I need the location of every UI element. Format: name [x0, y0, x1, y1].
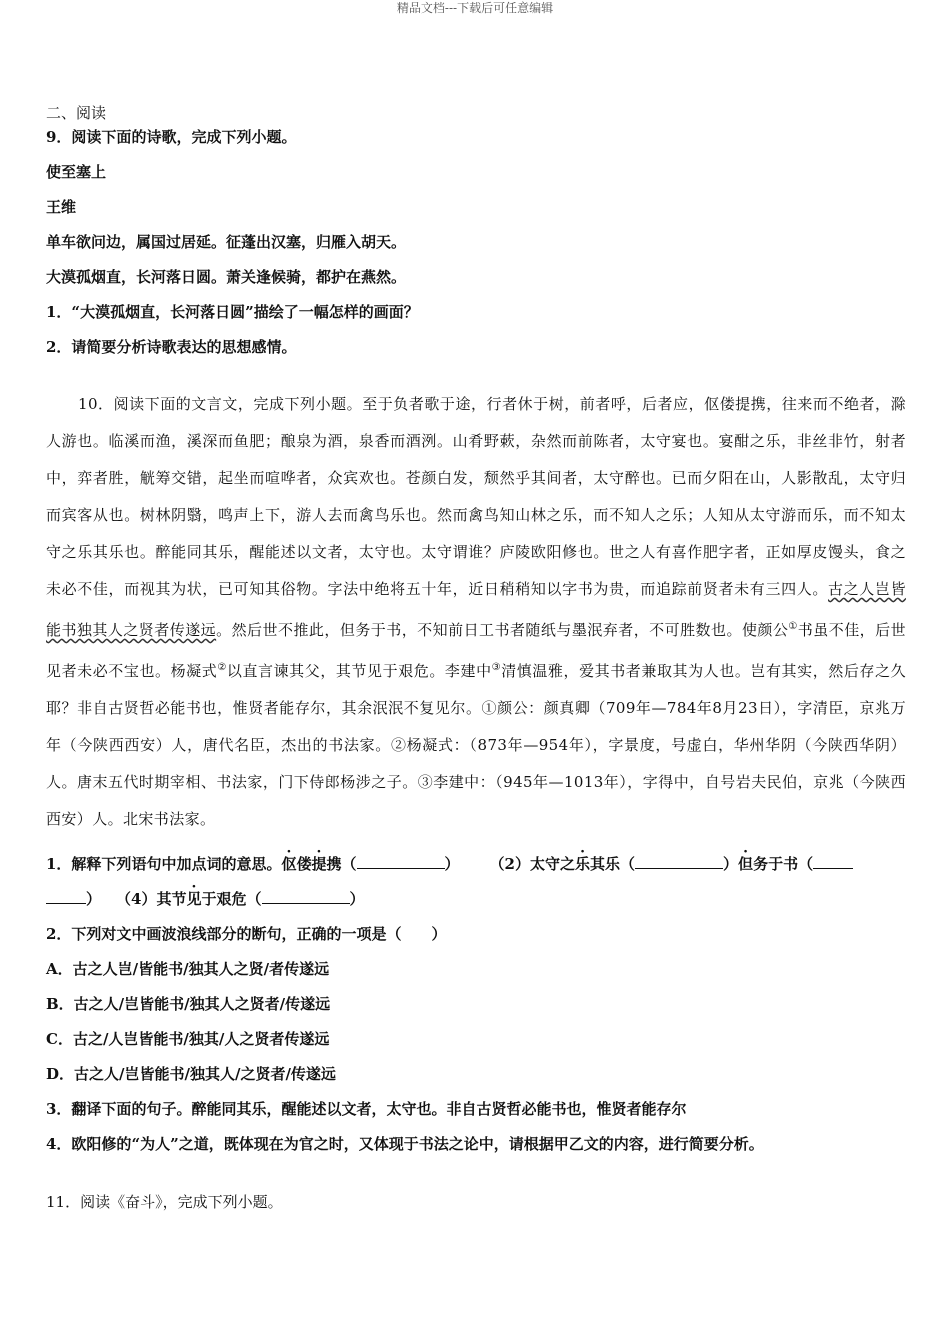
answer-blank[interactable] — [46, 889, 86, 904]
answer-blank[interactable] — [813, 854, 853, 869]
footnote-mark-1: ① — [788, 621, 798, 632]
q10-question-2: 2．下列对文中画波浪线部分的断句，正确的一项是（ ） — [46, 925, 447, 943]
section-title: 二、阅读 — [46, 104, 107, 122]
q10-question-1-line-1 — [46, 853, 906, 875]
q10-question-1-line-2 — [46, 888, 906, 910]
q10-passage — [46, 386, 906, 838]
option-c[interactable]: C．古之/人岂皆能书/独其/人之贤者传遂远 — [46, 1030, 330, 1048]
poet-name: 王维 — [46, 198, 77, 216]
passage-text-5: 清慎温雅，爱其书者兼取其为人也。岂有其实，然后存之久耶？非自古贤哲必能书也，惟贤者能存尔，其余泯泯不复见尔。①颜公：颜真卿（709年—784年8月23日），字清臣，京兆万年（今陕西西安）人，唐代名臣，杰出的书法家。②杨凝式：（873年—954年），字景度，号虚白，华州华阴（今陕西华阴）人。唐末五代时期宰相、书法家，门下侍郎杨涉之子。③李建中：（945年—1013年），字得中，自号岩夫民伯，京兆（今陕西西安）人。北宋书法家。 — [46, 662, 906, 828]
bracket-close: ） — [86, 890, 94, 908]
item-4-prefix: （4）其节 — [123, 890, 187, 908]
q9-question-1: 1．“大漠孤烟直，长河落日圆”描绘了一幅怎样的画面？ — [46, 303, 419, 321]
bracket-close: ） — [349, 890, 365, 908]
dotted-word: 乐 — [575, 855, 591, 873]
word-part: 携（ — [326, 855, 357, 873]
passage-text-1: 10．阅读下面的文言文，完成下列小题。至于负者歌于途，行者休于树，前者呼，后者应，伛偻提携，往来而不绝者，滁人游也。临溪而渔，溪深而鱼肥；酿泉为酒，泉香而酒洌。山肴野蔌，杂然而前陈者，太守宴也。宴酣之乐，非丝非竹，射者中，弈者胜，觥筹交错，起坐而喧哗者，众宾欢也。苍颜白发，颓然乎其间者，太守醉也。已而夕阳在山，人影散乱，太守归而宾客从也。树林阴翳，鸣声上下，游人去而禽鸟乐也。然而禽鸟知山林之乐，而不知人之乐；人知从太守游而乐，而不知太守之乐其乐也。醉能同其乐，醒能述以文者，太守也。太守谓谁？庐陵欧阳修也。世之人有喜作肥字者，正如厚皮馒头，食之未必不佳，而视其为状，已可知其俗物。字法中绝将五十年，近日稍稍知以字书为贵，而追踪前贤者未有三四人。 — [46, 395, 906, 598]
passage-text-2: 。然后世不推此，但务于书，不知前日工书者随纸与墨泯弃者，不可胜数也。使颜公 — [216, 621, 789, 639]
page-header-note: 精品文档---下载后可任意编辑 — [396, 1, 554, 15]
item-2-suffix: 其乐（ — [590, 855, 636, 873]
poem-line-1: 单车欲问边，属国过居延。征蓬出汉塞，归雁入胡天。 — [46, 233, 407, 251]
option-d[interactable]: D．古之人/岂皆能书/独其人/之贤者/传遂远 — [46, 1065, 336, 1083]
q9-question-2: 2．请简要分析诗歌表达的思想感情。 — [46, 338, 297, 356]
passage-text-3: 书虽不佳，后世见者未必不宝也。杨凝式 — [46, 621, 906, 680]
answer-blank[interactable] — [262, 889, 350, 904]
item-2-prefix: （2）太守之 — [497, 855, 575, 873]
poem-line-2: 大漠孤烟直，长河落日圆。萧关逢候骑，都护在燕然。 — [46, 268, 407, 286]
answer-blank[interactable] — [357, 854, 445, 869]
option-b[interactable]: B．古之人/岂皆能书/独其人之贤者/传遂远 — [46, 995, 331, 1013]
poem-title: 使至塞上 — [46, 163, 107, 181]
dotted-word: 伛 — [281, 855, 297, 873]
item-3-suffix: 务于书（ — [753, 855, 814, 873]
answer-blank[interactable] — [635, 854, 723, 869]
passage-wavy-text: 古之人岂皆能书独其人之贤者传遂远 — [46, 580, 906, 639]
dotted-word: 但 — [738, 855, 754, 873]
footnote-mark-3: ③ — [491, 662, 502, 673]
item-4-suffix: 于艰危（ — [201, 890, 262, 908]
q10-question-3: 3．翻译下面的句子。醉能同其乐，醒能述以文者，太守也。非自古贤哲必能书也，惟贤者能存尔 — [46, 1100, 687, 1118]
passage-text-4: 以直言谏其父，其节见于艰危。李建中 — [226, 662, 492, 680]
option-a[interactable]: A．古之人岂/皆能书/独其人之贤/者传遂远 — [46, 960, 330, 978]
q9-intro: 9．阅读下面的诗歌，完成下列小题。 — [46, 128, 297, 146]
bracket-close: ） — [723, 855, 739, 873]
word-part: 偻 — [296, 855, 312, 873]
q10-question-4: 4．欧阳修的“为人”之道，既体现在为官之时，又体现于书法之论中，请根据甲乙文的内容，进行简要分析。 — [46, 1135, 764, 1153]
q10-q1-prompt: 1．解释下列语句中加点词的意思。 — [46, 855, 282, 873]
footnote-mark-2: ② — [217, 662, 227, 673]
dotted-word: 见 — [186, 890, 202, 908]
document-page — [46, 102, 906, 1213]
q11-intro: 11．阅读《奋斗》，完成下列小题。 — [46, 1193, 283, 1211]
dotted-word: 提 — [311, 855, 327, 873]
bracket-close: ） — [444, 855, 453, 873]
